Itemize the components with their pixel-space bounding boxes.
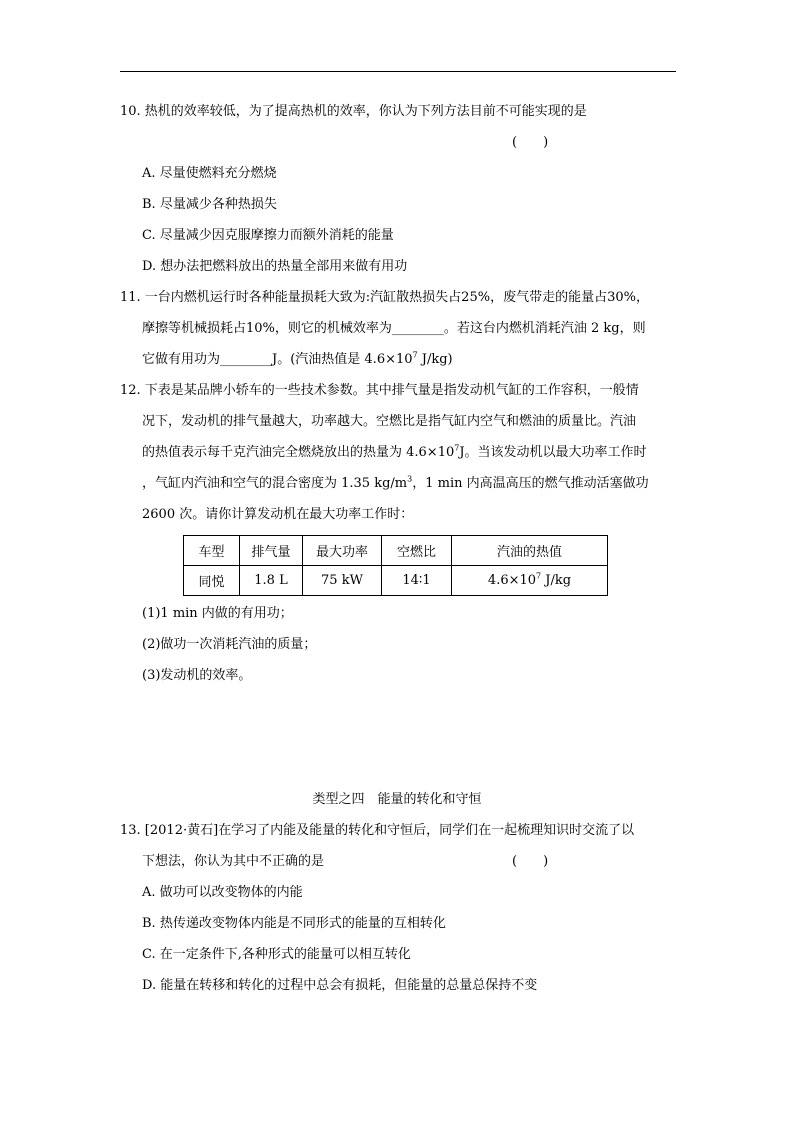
spec-table: [183, 535, 608, 596]
q11-line-3-unit: J/kg): [417, 352, 453, 367]
q12-line-3: [142, 444, 647, 462]
section-title: 类型之四 能量的转化和守恒: [312, 792, 482, 807]
q12-line-4-exponent: 3: [407, 474, 413, 484]
q13-option-c: C. 在一定条件下,各种形式的能量可以相互转化: [142, 947, 411, 962]
spec-cell-air-fuel-ratio: 14∶1: [382, 566, 452, 596]
spec-table-data-row: [184, 566, 608, 596]
q12-line-4-text: ，气缸内汽油和空气的混合密度为 1.35 kg/m: [142, 476, 408, 491]
q11-exponent: 7: [412, 350, 418, 360]
q12-sub-question-1: (1)1 min 内做的有用功；: [142, 606, 293, 621]
q12-line-1: 12. 下表是某品牌小轿车的一些技术参数。其中排气量是指发动机气缸的工作容积，一般情: [120, 383, 639, 398]
q12-line-5: 2600 次。请你计算发动机在最大功率工作时：: [142, 507, 414, 522]
spec-cell-model: 同悦: [184, 566, 240, 596]
q13-option-b: B. 热传递改变物体内能是不同形式的能量的互相转化: [142, 916, 446, 931]
header-rule: [120, 71, 676, 72]
spec-heat-value-exponent: 7: [536, 571, 542, 581]
q10-option-b: B. 尽量减少各种热损失: [142, 197, 277, 212]
spec-heat-value-unit: J/kg: [541, 573, 572, 588]
q10-option-d: D. 想办法把燃料放出的热量全部用来做有用功: [142, 259, 408, 274]
spec-header-heat-value: 汽油的热值: [452, 536, 608, 566]
q13-option-d: D. 能量在转移和转化的过程中总会有损耗，但能量的总量总保持不变: [142, 978, 538, 993]
q11-line-1: 11. 一台内燃机运行时各种能量损耗大致为:汽缸散热损失占25%，废气带走的能量占30%，: [120, 290, 649, 305]
q12-sub-question-2: (2)做功一次消耗汽油的质量；: [142, 637, 317, 652]
spec-header-model: 车型: [184, 536, 240, 566]
q11-line-2: 摩擦等机械损耗占10%，则它的机械效率为________。若这台内燃机消耗汽油 2 kg，则: [142, 321, 646, 336]
q13-option-a: A. 做功可以改变物体的内能: [142, 885, 303, 900]
spec-header-displacement: 排气量: [240, 536, 303, 566]
q11-line-3: [142, 351, 453, 369]
spec-cell-max-power: 75 kW: [303, 566, 382, 596]
q12-line-3-rest: J。当该发动机以最大功率工作时: [459, 445, 647, 460]
q13-line-1: 13. [2012·黄石]在学习了内能及能量的转化和守恒后，同学们在一起梳理知识时交流了以: [120, 823, 635, 838]
q10-option-c: C. 尽量减少因克服摩擦力而额外消耗的能量: [142, 228, 394, 243]
q12-line-3-text: 的热值表示每千克汽油完全燃烧放出的热量为 4.6×10: [142, 445, 455, 460]
q11-line-3-text: 它做有用功为________J。(汽油热值是 4.6×10: [142, 352, 413, 367]
q12-sub-question-3: (3)发动机的效率。: [142, 668, 252, 683]
spec-heat-value-base: 4.6×10: [487, 573, 537, 588]
q13-answer-blank: ( ): [512, 854, 549, 869]
q10-option-a: A. 尽量使燃料充分燃烧: [142, 166, 277, 181]
q12-line-4-rest: ，1 min 内高温高压的燃气推动活塞做功: [412, 476, 649, 491]
spec-cell-displacement: 1.8 L: [240, 566, 303, 596]
q10-answer-blank: ( ): [512, 135, 549, 150]
spec-header-air-fuel-ratio: 空燃比: [382, 536, 452, 566]
q12-line-2: 况下，发动机的排气量越大，功率越大。空燃比是指气缸内空气和燃油的质量比。汽油: [142, 414, 637, 429]
q13-line-2: 下想法，你认为其中不正确的是: [142, 854, 325, 869]
q12-line-3-exponent: 7: [454, 443, 460, 453]
q12-line-4: [142, 475, 649, 493]
spec-header-max-power: 最大功率: [303, 536, 382, 566]
spec-table-header-row: [184, 536, 608, 566]
spec-cell-heat-value: [452, 566, 608, 596]
q10-stem: 10. 热机的效率较低，为了提高热机的效率，你认为下列方法目前不可能实现的是: [120, 104, 587, 119]
